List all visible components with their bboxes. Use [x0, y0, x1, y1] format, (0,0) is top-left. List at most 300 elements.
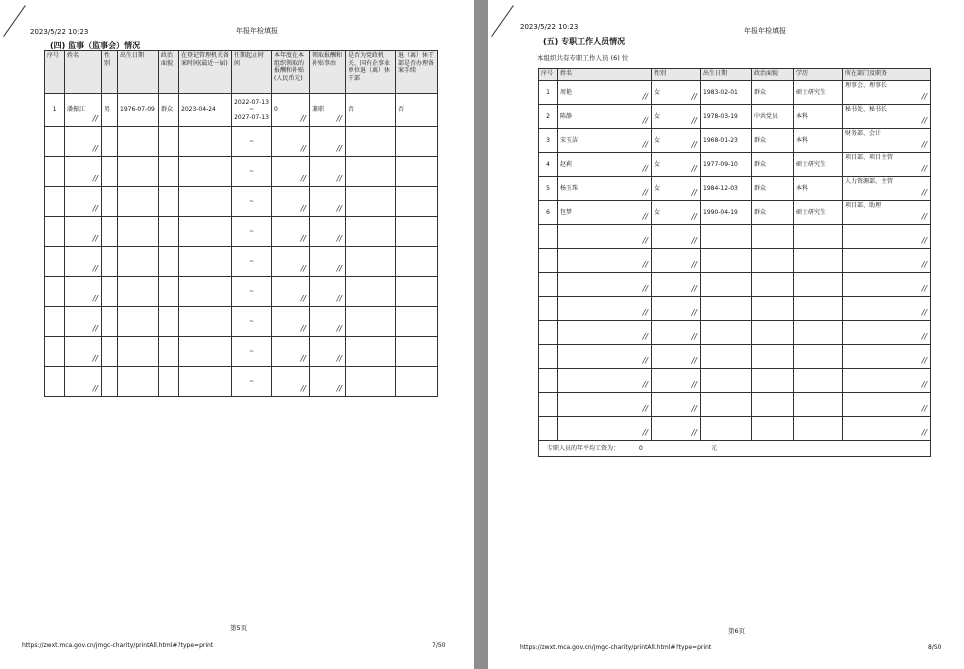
- edit-mark-icon: //: [691, 140, 697, 149]
- edit-mark-icon: //: [92, 384, 98, 393]
- cell-gender: 女 //: [652, 177, 701, 201]
- table-row-empty: [539, 297, 931, 321]
- cell-education: 本科: [794, 129, 843, 153]
- cell-term-empty: ~: [232, 187, 272, 217]
- cell-term-empty: ~: [232, 217, 272, 247]
- cell-empty: [843, 393, 931, 417]
- cell-term-empty: ~: [232, 307, 272, 337]
- cell-birth: 1984-12-03: [701, 177, 752, 201]
- print-page-right: [488, 0, 964, 669]
- cell-empty: [310, 187, 346, 217]
- edit-mark-icon: //: [642, 92, 648, 101]
- edit-mark-icon: //: [921, 356, 927, 365]
- edit-mark-icon: //: [642, 308, 648, 317]
- table-row-empty: [45, 127, 438, 157]
- cell-empty: [45, 187, 65, 217]
- table-row-empty: [539, 249, 931, 273]
- cell-empty: [272, 217, 310, 247]
- cell-empty: [558, 273, 652, 297]
- edit-mark-icon: //: [92, 324, 98, 333]
- cell-empty: [159, 127, 179, 157]
- cell-empty: [179, 247, 232, 277]
- edit-mark-icon: //: [92, 144, 98, 153]
- cell-empty: [45, 367, 65, 397]
- page-count: 7/50: [432, 642, 446, 649]
- edit-mark-icon: //: [921, 236, 927, 245]
- col-header: 在登记管理机关备案时间(最近一届): [179, 51, 232, 94]
- cell-empty: [102, 127, 118, 157]
- cell-empty: [396, 157, 438, 187]
- col-header: 学历: [794, 69, 843, 81]
- cell-empty: [396, 127, 438, 157]
- cell-empty: [652, 369, 701, 393]
- cell-empty: [179, 307, 232, 337]
- edit-mark-icon: //: [336, 354, 342, 363]
- col-header: 姓名: [558, 69, 652, 81]
- cell-empty: [102, 247, 118, 277]
- cell-name: 潘振江 //: [65, 94, 102, 127]
- cell-empty: [539, 393, 558, 417]
- cell-empty: [159, 277, 179, 307]
- col-header: 任期起止时间: [232, 51, 272, 94]
- cell-empty: [539, 369, 558, 393]
- page-url: https://zwxt.mca.gov.cn/jmgc-charity/printAll.html#?type=print: [520, 644, 712, 651]
- cell-gender: 女 //: [652, 105, 701, 129]
- cell-empty: [701, 393, 752, 417]
- cell-empty: [652, 249, 701, 273]
- edit-mark-icon: //: [691, 116, 697, 125]
- cell-education: 硕士研究生: [794, 81, 843, 105]
- cell-empty: [752, 369, 794, 393]
- edit-mark-icon: //: [642, 284, 648, 293]
- salary-row: [539, 441, 931, 457]
- cell-empty: [159, 307, 179, 337]
- cell-empty: [45, 307, 65, 337]
- edit-mark-icon: //: [336, 294, 342, 303]
- cell-empty: [310, 157, 346, 187]
- cell-empty: [558, 393, 652, 417]
- edit-mark-icon: //: [300, 294, 306, 303]
- edit-mark-icon: //: [336, 114, 342, 123]
- cell-birth: 1990-04-19: [701, 201, 752, 225]
- cell-education: 本科: [794, 105, 843, 129]
- cell-empty: [652, 297, 701, 321]
- edit-mark-icon: //: [691, 356, 697, 365]
- cell-department: 项目部、助理 //: [843, 201, 931, 225]
- cell-empty: [159, 217, 179, 247]
- page-url: https://zwxt.mca.gov.cn/jmgc-charity/printAll.html#?type=print: [22, 642, 214, 649]
- cell-term-empty: ~: [232, 337, 272, 367]
- col-header: 退（离）休干部是否办理备案手续: [396, 51, 438, 94]
- edit-mark-icon: //: [300, 174, 306, 183]
- table-row-empty: [45, 187, 438, 217]
- edit-mark-icon: //: [642, 404, 648, 413]
- cell-empty: [45, 157, 65, 187]
- table-row-empty: [45, 277, 438, 307]
- cell-empty: [102, 157, 118, 187]
- edit-mark-icon: //: [691, 260, 697, 269]
- table-row: [539, 105, 931, 129]
- page-number: 第5页: [230, 624, 248, 632]
- cell-political: 群众: [752, 129, 794, 153]
- col-header: 政治面貌: [752, 69, 794, 81]
- cell-empty: [652, 321, 701, 345]
- edit-mark-icon: //: [921, 332, 927, 341]
- edit-mark-icon: //: [300, 264, 306, 273]
- table-row: [539, 201, 931, 225]
- edit-mark-icon: //: [921, 92, 927, 101]
- cell-empty: [65, 217, 102, 247]
- scan-artifact-line: [491, 5, 514, 37]
- cell-empty: [396, 277, 438, 307]
- cell-empty: [102, 337, 118, 367]
- table-row-empty: [539, 225, 931, 249]
- table-row-empty: [45, 217, 438, 247]
- cell-reason: 兼职 //: [310, 94, 346, 127]
- cell-empty: [843, 369, 931, 393]
- table-row-empty: [539, 345, 931, 369]
- cell-empty: [102, 277, 118, 307]
- page-number: 第6页: [728, 627, 746, 635]
- cell-birth: 1977-09-10: [701, 153, 752, 177]
- table-header-row: [45, 51, 438, 94]
- table-row-empty: [45, 157, 438, 187]
- cell-department: 秘书处、秘书长 //: [843, 105, 931, 129]
- cell-name: 陈静 //: [558, 105, 652, 129]
- col-header: 序号: [45, 51, 65, 94]
- edit-mark-icon: //: [691, 404, 697, 413]
- cell-empty: [45, 277, 65, 307]
- cell-term-empty: ~: [232, 277, 272, 307]
- cell-empty: [65, 277, 102, 307]
- cell-empty: [310, 277, 346, 307]
- cell-empty: [843, 417, 931, 441]
- cell-empty: [179, 337, 232, 367]
- cell-gender: 男: [102, 94, 118, 127]
- cell-empty: [65, 247, 102, 277]
- cell-empty: [118, 337, 159, 367]
- edit-mark-icon: //: [642, 356, 648, 365]
- cell-no: 4: [539, 153, 558, 177]
- edit-mark-icon: //: [642, 260, 648, 269]
- edit-mark-icon: //: [921, 380, 927, 389]
- cell-empty: [558, 345, 652, 369]
- cell-no: 2: [539, 105, 558, 129]
- cell-empty: [118, 367, 159, 397]
- cell-no: 6: [539, 201, 558, 225]
- cell-empty: [558, 225, 652, 249]
- edit-mark-icon: //: [921, 116, 927, 125]
- cell-term-empty: ~: [232, 127, 272, 157]
- edit-mark-icon: //: [336, 324, 342, 333]
- edit-mark-icon: //: [300, 204, 306, 213]
- edit-mark-icon: //: [92, 204, 98, 213]
- cell-empty: [794, 297, 843, 321]
- cell-empty: [539, 249, 558, 273]
- edit-mark-icon: //: [300, 384, 306, 393]
- cell-pay: 0 //: [272, 94, 310, 127]
- cell-gender: 女 //: [652, 81, 701, 105]
- cell-empty: [558, 417, 652, 441]
- cell-empty: [539, 345, 558, 369]
- cell-empty: [794, 393, 843, 417]
- table-row-empty: [45, 247, 438, 277]
- cell-name: 赵莉 //: [558, 153, 652, 177]
- cell-empty: [396, 337, 438, 367]
- edit-mark-icon: //: [642, 212, 648, 221]
- edit-mark-icon: //: [642, 140, 648, 149]
- edit-mark-icon: //: [691, 308, 697, 317]
- cell-name: 宋玉洁 //: [558, 129, 652, 153]
- edit-mark-icon: //: [300, 234, 306, 243]
- cell-empty: [558, 249, 652, 273]
- cell-empty: [752, 417, 794, 441]
- edit-mark-icon: //: [300, 324, 306, 333]
- cell-political: 群众: [752, 201, 794, 225]
- cell-empty: [701, 369, 752, 393]
- edit-mark-icon: //: [691, 188, 697, 197]
- cell-department: 人力资源部、主管 //: [843, 177, 931, 201]
- table-row: [45, 94, 438, 127]
- edit-mark-icon: //: [691, 92, 697, 101]
- edit-mark-icon: //: [921, 140, 927, 149]
- col-header: 性别: [652, 69, 701, 81]
- cell-empty: [752, 345, 794, 369]
- cell-empty: [652, 225, 701, 249]
- cell-empty: [272, 247, 310, 277]
- cell-empty: [118, 307, 159, 337]
- edit-mark-icon: //: [336, 174, 342, 183]
- cell-empty: [701, 297, 752, 321]
- cell-empty: [118, 187, 159, 217]
- cell-empty: [346, 367, 396, 397]
- edit-mark-icon: //: [336, 204, 342, 213]
- table-row-empty: [539, 321, 931, 345]
- cell-empty: [45, 247, 65, 277]
- cell-empty: [346, 157, 396, 187]
- cell-no: 1: [539, 81, 558, 105]
- edit-mark-icon: //: [691, 236, 697, 245]
- cell-empty: [45, 337, 65, 367]
- cell-name: 杨玉珠 //: [558, 177, 652, 201]
- cell-empty: [310, 247, 346, 277]
- edit-mark-icon: //: [92, 114, 98, 123]
- edit-mark-icon: //: [921, 212, 927, 221]
- edit-mark-icon: //: [92, 264, 98, 273]
- cell-empty: [310, 127, 346, 157]
- cell-empty: [701, 417, 752, 441]
- cell-empty: [65, 337, 102, 367]
- cell-education: 硕士研究生: [794, 201, 843, 225]
- cell-political: 中共党员: [752, 105, 794, 129]
- edit-mark-icon: //: [642, 164, 648, 173]
- cell-empty: [752, 321, 794, 345]
- table-row: [539, 81, 931, 105]
- table-row-empty: [539, 417, 931, 441]
- edit-mark-icon: //: [921, 260, 927, 269]
- cell-filed: 否: [396, 94, 438, 127]
- cell-empty: [652, 417, 701, 441]
- cell-empty: [118, 127, 159, 157]
- cell-empty: [752, 297, 794, 321]
- cell-empty: [346, 337, 396, 367]
- edit-mark-icon: //: [336, 234, 342, 243]
- cell-empty: [272, 187, 310, 217]
- cell-empty: [179, 367, 232, 397]
- col-header: 出生日期: [118, 51, 159, 94]
- table-row: [539, 177, 931, 201]
- cell-empty: [45, 127, 65, 157]
- cell-empty: [652, 345, 701, 369]
- salary-cell: [539, 441, 931, 457]
- cell-empty: [102, 307, 118, 337]
- cell-empty: [45, 217, 65, 247]
- cell-empty: [539, 225, 558, 249]
- edit-mark-icon: //: [921, 404, 927, 413]
- cell-name: 周艳 //: [558, 81, 652, 105]
- cell-empty: [102, 187, 118, 217]
- cell-term-empty: ~: [232, 247, 272, 277]
- cell-empty: [752, 225, 794, 249]
- cell-empty: [179, 277, 232, 307]
- cell-empty: [118, 157, 159, 187]
- cell-empty: [65, 157, 102, 187]
- cell-empty: [843, 249, 931, 273]
- header-title: 年报年检填报: [744, 27, 786, 35]
- edit-mark-icon: //: [336, 384, 342, 393]
- col-header: 本年度在本组织领取的报酬和补贴(人民币元): [272, 51, 310, 94]
- edit-mark-icon: //: [921, 308, 927, 317]
- section-title: (四) 监事（监事会）情况: [50, 41, 141, 50]
- edit-mark-icon: //: [92, 174, 98, 183]
- salary-unit: 元: [711, 444, 718, 452]
- section-title: (五) 专职工作人员情况: [543, 37, 626, 46]
- col-header: 政治面貌: [159, 51, 179, 94]
- edit-mark-icon: //: [921, 284, 927, 293]
- table-row: [539, 129, 931, 153]
- cell-birth: 1968-01-23: [701, 129, 752, 153]
- salary-label: 专职人员的年平均工资为：: [547, 444, 620, 452]
- cell-empty: [752, 393, 794, 417]
- cell-empty: [159, 367, 179, 397]
- table-row-empty: [539, 393, 931, 417]
- cell-empty: [346, 247, 396, 277]
- cell-name: 包梦 //: [558, 201, 652, 225]
- cell-no: 1: [45, 94, 65, 127]
- cell-empty: [65, 367, 102, 397]
- print-page-left: [0, 0, 474, 669]
- col-header: 所在部门及职务: [843, 69, 931, 81]
- cell-empty: [396, 217, 438, 247]
- cell-empty: [794, 369, 843, 393]
- cell-empty: [558, 321, 652, 345]
- cell-no: 3: [539, 129, 558, 153]
- edit-mark-icon: //: [300, 144, 306, 153]
- cell-empty: [843, 273, 931, 297]
- cell-department: 财务部、会计 //: [843, 129, 931, 153]
- cell-empty: [159, 187, 179, 217]
- table-header-row: [539, 69, 931, 81]
- cell-empty: [310, 337, 346, 367]
- cell-empty: [310, 307, 346, 337]
- table-row: [539, 153, 931, 177]
- cell-empty: [118, 247, 159, 277]
- edit-mark-icon: //: [691, 428, 697, 437]
- cell-empty: [843, 345, 931, 369]
- cell-education: 硕士研究生: [794, 153, 843, 177]
- edit-mark-icon: //: [92, 294, 98, 303]
- cell-retired: 否: [346, 94, 396, 127]
- cell-empty: [65, 127, 102, 157]
- col-header: 姓名: [65, 51, 102, 94]
- edit-mark-icon: //: [691, 284, 697, 293]
- edit-mark-icon: //: [921, 188, 927, 197]
- cell-empty: [396, 247, 438, 277]
- cell-empty: [346, 217, 396, 247]
- cell-empty: [272, 127, 310, 157]
- cell-birth: 1976-07-09: [118, 94, 159, 127]
- col-header: 出生日期: [701, 69, 752, 81]
- cell-empty: [539, 417, 558, 441]
- cell-empty: [272, 367, 310, 397]
- cell-empty: [558, 297, 652, 321]
- cell-department: 理事会、理事长 //: [843, 81, 931, 105]
- cell-empty: [102, 367, 118, 397]
- cell-empty: [179, 217, 232, 247]
- cell-empty: [346, 277, 396, 307]
- cell-empty: [179, 127, 232, 157]
- edit-mark-icon: //: [921, 428, 927, 437]
- print-timestamp: 2023/5/22 10:23: [520, 23, 579, 31]
- cell-empty: [843, 321, 931, 345]
- cell-empty: [794, 417, 843, 441]
- cell-empty: [701, 249, 752, 273]
- cell-empty: [272, 337, 310, 367]
- cell-empty: [558, 369, 652, 393]
- cell-empty: [652, 273, 701, 297]
- col-header: 领取报酬和补贴事由: [310, 51, 346, 94]
- edit-mark-icon: //: [642, 236, 648, 245]
- cell-political: 群众: [752, 177, 794, 201]
- edit-mark-icon: //: [642, 188, 648, 197]
- cell-gender: 女 //: [652, 129, 701, 153]
- cell-empty: [396, 187, 438, 217]
- header-title: 年报年检填报: [236, 27, 278, 35]
- cell-education: 本科: [794, 177, 843, 201]
- edit-mark-icon: //: [92, 234, 98, 243]
- supervisor-table: [44, 50, 438, 397]
- cell-empty: [118, 217, 159, 247]
- cell-birth: 1978-03-19: [701, 105, 752, 129]
- cell-term-empty: ~: [232, 367, 272, 397]
- cell-empty: [346, 187, 396, 217]
- cell-empty: [118, 277, 159, 307]
- print-timestamp: 2023/5/22 10:23: [30, 28, 89, 36]
- edit-mark-icon: //: [92, 354, 98, 363]
- cell-empty: [794, 321, 843, 345]
- cell-empty: [272, 157, 310, 187]
- cell-empty: [539, 273, 558, 297]
- cell-department: 项目部、项目主管 //: [843, 153, 931, 177]
- scan-artifact-line: [3, 5, 26, 37]
- salary-value: 0: [639, 444, 643, 452]
- cell-empty: [794, 249, 843, 273]
- cell-birth: 1983-02-01: [701, 81, 752, 105]
- cell-empty: [794, 273, 843, 297]
- cell-empty: [794, 225, 843, 249]
- cell-empty: [159, 247, 179, 277]
- cell-political: 群众: [159, 94, 179, 127]
